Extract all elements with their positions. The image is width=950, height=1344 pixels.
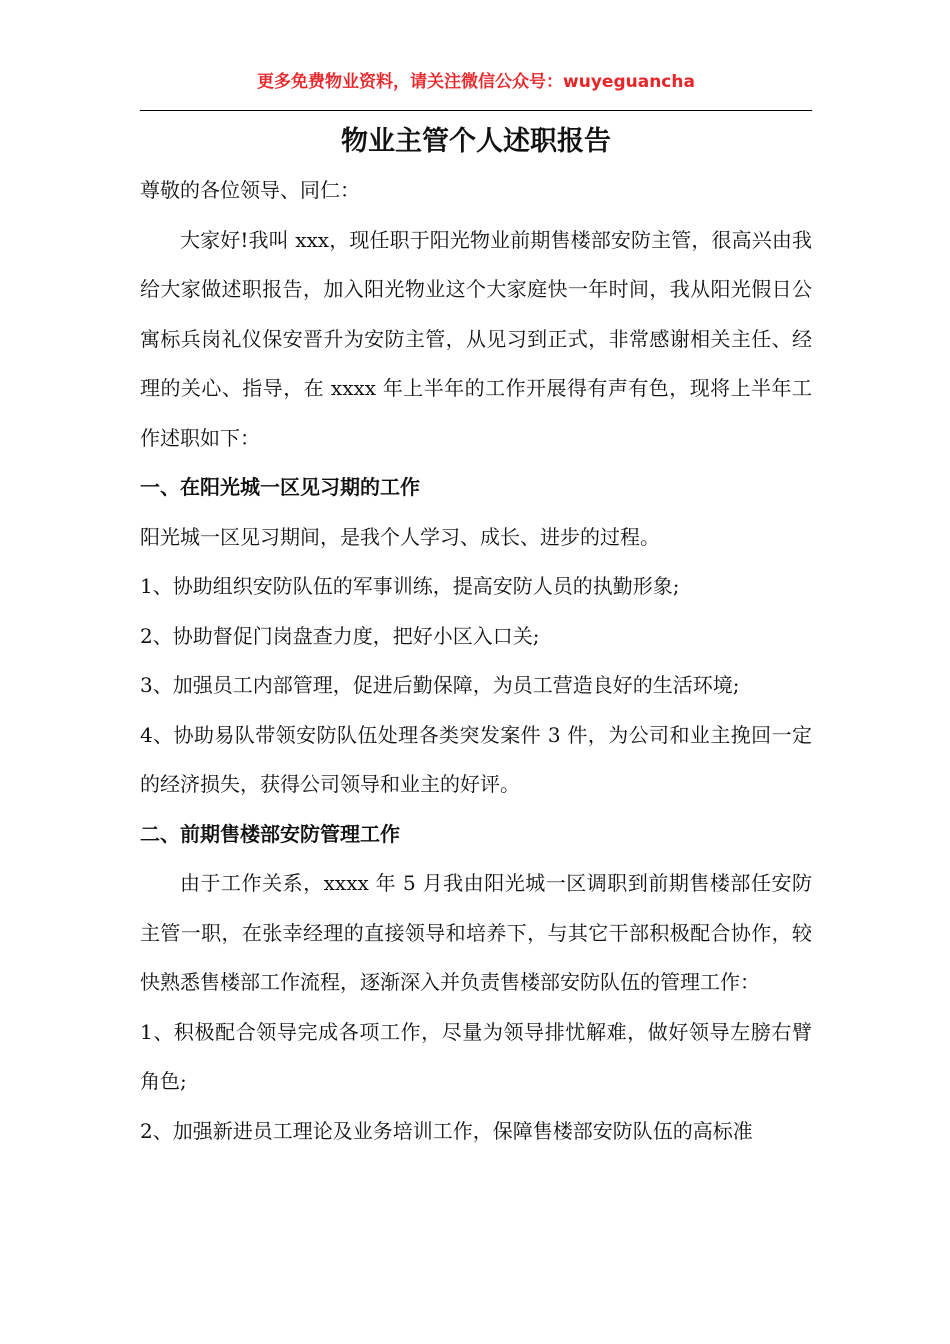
header-promo-note: 更多免费物业资料，请关注微信公众号：wuyeguancha: [257, 72, 695, 92]
section-lead: 阳光城一区见习期间，是我个人学习、成长、进步的过程。: [140, 524, 660, 549]
document-page: [140, 0, 812, 1344]
intro-paragraph: 大家好!我叫 xxx，现任职于阳光物业前期售楼部安防主管，很高兴由我给大家做述职报告，加入阳光物业这个大家庭快一年时间，我从阳光假日公寓标兵岗礼仪保安晋升为安防主管，从见习到正式，非常感谢相关主任、经理的关心、指导，在 xxxx 年上半年的工作开展得有声有色，现将上半年工作述职如下：: [140, 227, 812, 450]
list-item: 1、积极配合领导完成各项工作，尽量为领导排忧解难，做好领导左膀右臂角色;: [140, 1019, 812, 1093]
list-item: 1、协助组织安防队伍的军事训练，提高安防人员的执勤形象;: [140, 574, 680, 598]
section-heading: 一、在阳光城一区见习期的工作: [140, 475, 420, 499]
document-body: [140, 166, 812, 1156]
list-item: 4、协助易队带领安防队伍处理各类突发案件 3 件，为公司和业主挽回一定的经济损失，获得公司领导和业主的好评。: [140, 722, 812, 796]
section-heading: 二、前期售楼部安防管理工作: [140, 821, 400, 846]
list-item: 2、加强新进员工理论及业务培训工作，保障售楼部安防队伍的高标准: [140, 1118, 753, 1143]
section-lead: 由于工作关系，xxxx 年 5 月我由阳光城一区调职到前期售楼部任安防主管一职，在张幸经理的直接领导和培养下，与其它干部积极配合协作，较快熟悉售楼部工作流程，逐渐深入并负责售楼部安防队伍的管理工作：: [140, 871, 812, 994]
salutation: 尊敬的各位领导、同仁：: [140, 178, 360, 202]
header-divider: [140, 110, 812, 111]
document-title: 物业主管个人述职报告: [341, 126, 611, 157]
list-item: 2、协助督促门岗盘查力度，把好小区入口关;: [140, 623, 540, 648]
list-item: 3、加强员工内部管理，促进后勤保障，为员工营造良好的生活环境;: [140, 673, 740, 697]
